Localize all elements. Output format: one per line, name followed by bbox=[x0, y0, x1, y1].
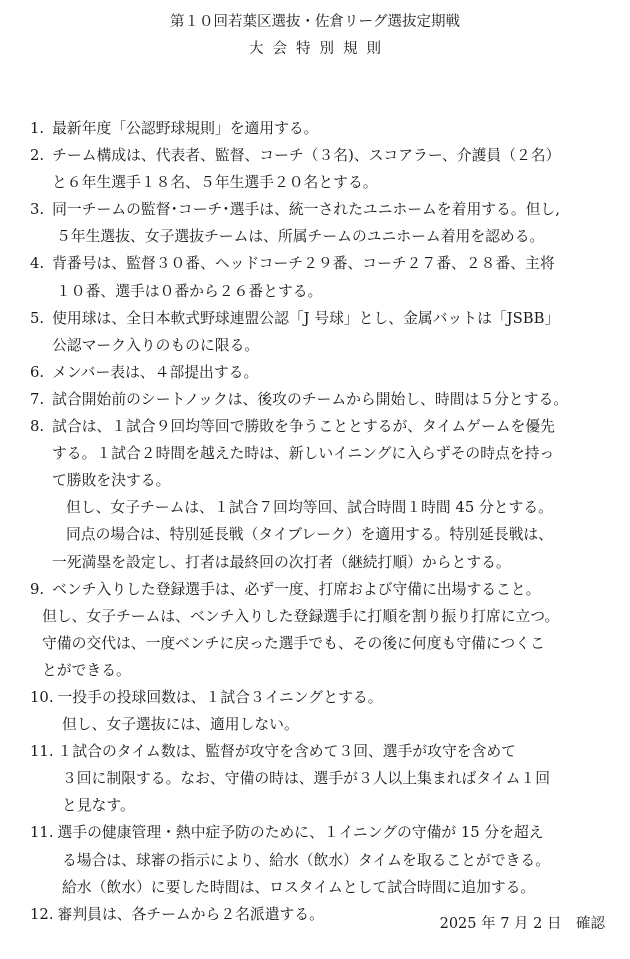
rule-line bbox=[30, 576, 620, 603]
rule-text: 公認マーク入りのものに限る。 bbox=[52, 336, 260, 354]
rule-number: 10. bbox=[30, 688, 54, 706]
rule-line bbox=[30, 765, 620, 792]
rule-line bbox=[30, 115, 620, 142]
rule-line bbox=[30, 142, 620, 169]
rule-line bbox=[30, 359, 620, 386]
rule-number: 3. bbox=[30, 201, 45, 219]
rule-line bbox=[30, 278, 620, 305]
rule-line bbox=[30, 684, 620, 711]
rule-text: 審判員は、各チームから２名派遣する。 bbox=[57, 905, 324, 923]
rule-text: 選手の健康管理・熱中症予防のために、１イニングの守備が 15 分を超え bbox=[57, 824, 544, 842]
rule-line bbox=[30, 223, 620, 250]
rule-text: 一投手の投球回数は、１試合３イニングとする。 bbox=[57, 688, 383, 706]
rule-text: 背番号は、監督３０番、ヘッドコーチ２９番、コーチ２７番、２８番、主将 bbox=[52, 255, 555, 273]
rule-text: する。１試合２時間を越えた時は、新しいイニングに入らずその時点を持っ bbox=[52, 445, 555, 463]
rule-text: 同一チームの監督･コーチ･選手は、統一されたユニホームを着用する。但し, bbox=[52, 201, 560, 219]
title-block bbox=[0, 10, 630, 61]
rule-line bbox=[30, 169, 620, 196]
rule-line bbox=[30, 467, 620, 494]
rule-number: 2. bbox=[30, 147, 45, 165]
rule-text: 給水（飲水）に要した時間は、ロスタイムとして試合時間に追加する。 bbox=[62, 878, 536, 896]
rule-text: 試合は、１試合９回均等回で勝敗を争うこととするが、タイムゲームを優先 bbox=[52, 418, 555, 436]
rule-line bbox=[30, 738, 620, 765]
rule-line bbox=[30, 440, 620, 467]
rule-line bbox=[30, 874, 620, 901]
rule-line bbox=[30, 386, 620, 413]
rule-text: 但し、女子チームは、ベンチ入りした登録選手に打順を割り振り打席に立つ。 bbox=[42, 607, 560, 625]
rule-text: 但し、女子チームは、１試合７回均等回、試合時間１時間 45 分とする。 bbox=[66, 499, 553, 517]
rule-text: 試合開始前のシートノックは、後攻のチームから開始し、時間は５分とする。 bbox=[52, 390, 569, 408]
rule-text: １試合のタイム数は、監督が攻守を含めて３回、選手が攻守を含めて bbox=[57, 743, 516, 761]
rule-line bbox=[30, 657, 620, 684]
rule-number: 9. bbox=[30, 580, 45, 598]
rule-number: 1. bbox=[30, 120, 45, 137]
rule-text: １０番、選手は０番から２６番とする。 bbox=[56, 282, 323, 300]
rule-number: 7. bbox=[30, 390, 45, 408]
rule-text: る場合は、球審の指示により、給水（飲水）タイムを取ることができる。 bbox=[62, 851, 551, 869]
rule-line bbox=[30, 413, 620, 440]
rule-text: メンバー表は、４部提出する。 bbox=[52, 363, 259, 381]
rule-number: 5. bbox=[30, 309, 45, 327]
rule-line bbox=[30, 250, 620, 277]
rule-text: 最新年度「公認野球規則」を適用する。 bbox=[52, 120, 319, 137]
rule-line bbox=[30, 494, 620, 521]
rule-text: ベンチ入りした登録選手は、必ず一度、打席および守備に出場すること。 bbox=[52, 580, 541, 598]
rule-text: 但し、女子選抜には、適用しない。 bbox=[62, 716, 299, 734]
rule-text: ３回に制限する。なお、守備の時は、選手が３人以上集まればタイム１回 bbox=[62, 770, 551, 788]
rule-line bbox=[30, 792, 620, 819]
rule-line bbox=[30, 819, 620, 846]
rule-text: 守備の交代は、一度ベンチに戻った選手でも、その後に何度も守備につくこ bbox=[42, 634, 545, 652]
rule-text: とができる。 bbox=[42, 661, 131, 679]
rule-number: 4. bbox=[30, 255, 45, 273]
rule-text: と６年生選手１８名、５年生選手２０名とする。 bbox=[52, 174, 378, 192]
rule-text: 同点の場合は、特別延長戦（タイブレーク）を適用する。特別延長戦は、 bbox=[66, 526, 553, 544]
rule-number: 8. bbox=[30, 418, 45, 436]
rule-line bbox=[30, 711, 620, 738]
rule-number: 12. bbox=[30, 905, 54, 923]
rule-line bbox=[30, 196, 620, 223]
rule-line bbox=[30, 332, 620, 359]
rule-line bbox=[30, 305, 620, 332]
rule-line bbox=[30, 521, 620, 548]
rule-number: 11. bbox=[30, 824, 54, 842]
rule-number: 6. bbox=[30, 363, 45, 381]
rule-text: と見なす。 bbox=[62, 797, 135, 815]
rule-text: て勝敗を決する。 bbox=[52, 472, 171, 490]
rule-text: 一死満塁を設定し、打者は最終回の次打者（継続打順）からとする。 bbox=[52, 553, 511, 571]
rule-line bbox=[30, 630, 620, 657]
rule-text: ５年生選抜、女子選抜チームは、所属チームのユニホーム着用を認める。 bbox=[56, 228, 545, 246]
rule-line bbox=[30, 549, 620, 576]
rule-text: チーム構成は、代表者、監督、コーチ（３名)、スコアラー、介護員（２名） bbox=[52, 147, 561, 165]
rule-number: 11. bbox=[30, 743, 54, 761]
confirmation-date: 2025 年 7 月 2 日 確認 bbox=[439, 916, 605, 932]
rule-line bbox=[30, 603, 620, 630]
rules-list bbox=[30, 115, 620, 928]
document-subtitle: 大会特別規則 bbox=[249, 41, 390, 57]
rule-line bbox=[30, 847, 620, 874]
document-title: 第１０回若葉区選抜・佐倉リーグ選抜定期戦 bbox=[170, 14, 460, 30]
rule-text: 使用球は、全日本軟式野球連盟公認「J 号球」とし、金属バットは「JSBB」 bbox=[52, 309, 560, 327]
